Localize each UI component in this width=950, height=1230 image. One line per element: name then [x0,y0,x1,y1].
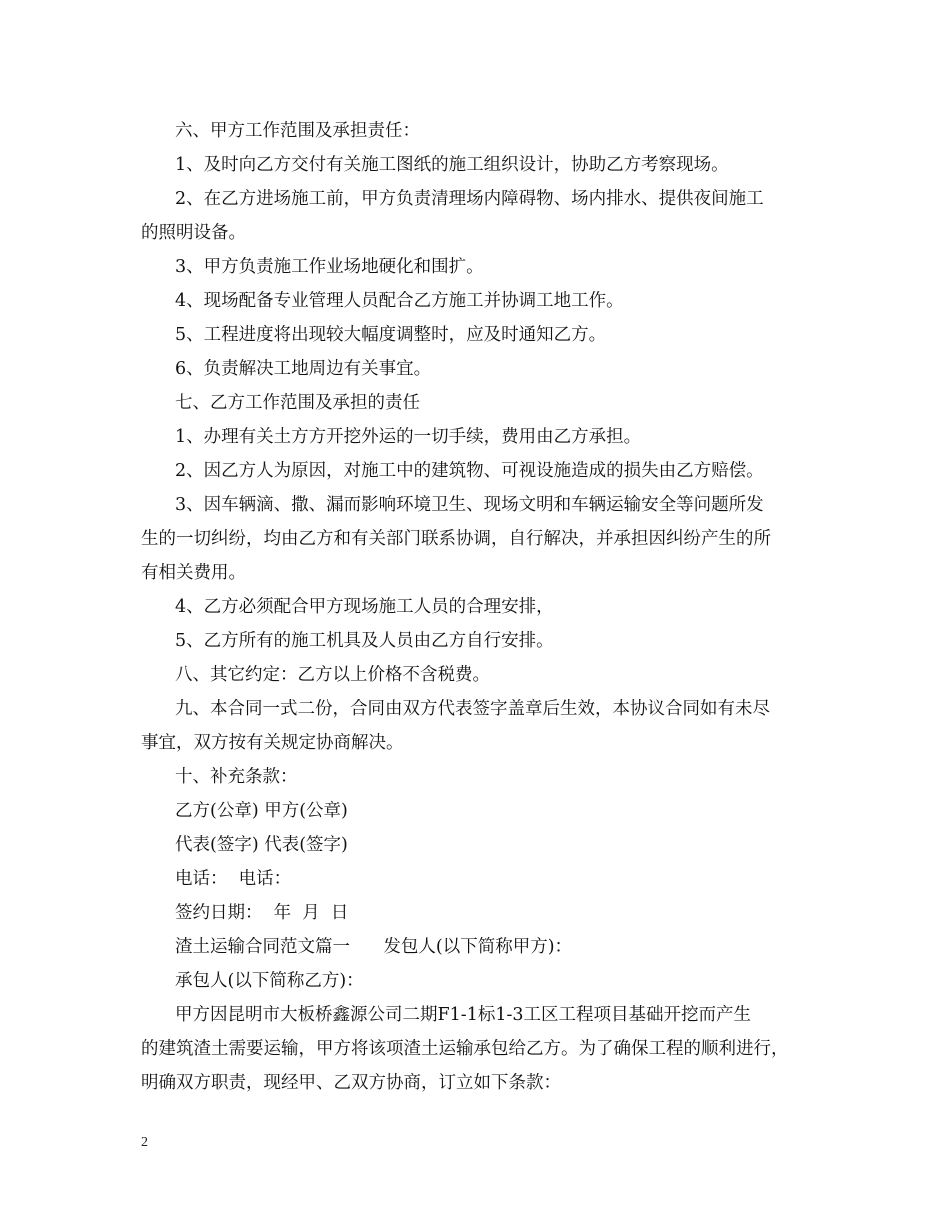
contract-title-line: 渣土运输合同范文篇一 发包人(以下简称甲方)： [175,937,573,957]
paragraph-line: 4、乙方必须配合甲方现场施工人员的合理安排， [175,597,554,617]
paragraph-line: 6、负责解决工地周边有关事宜。 [175,359,432,379]
section-6-heading: 六、甲方工作范围及承担责任： [175,121,420,141]
paragraph-line: 2、在乙方进场施工前，甲方负责清理场内障碍物、场内排水、提供夜间施工 [175,189,764,209]
contractor-line: 承包人(以下简称乙方)： [175,971,364,991]
paragraph-line: 的建筑渣土需要运输，甲方将该项渣土运输承包给乙方。为了确保工程的顺利进行， [141,1039,789,1059]
phone-line: 电话： 电话： [175,869,292,889]
paragraph-line: 1、办理有关土方方开挖外运的一切手续，费用由乙方承担。 [175,427,642,447]
section-9-heading: 九、本合同一式二份，合同由双方代表签字盖章后生效，本协议合同如有未尽 [175,699,770,719]
paragraph-line: 5、乙方所有的施工机具及人员由乙方自行安排。 [175,631,554,651]
paragraph-line: 生的一切纠纷，均由乙方和有关部门联系协调，自行解决，并承担因纠纷产生的所 [141,529,771,549]
paragraph-line: 明确双方职责，现经甲、乙双方协商，订立如下条款： [141,1073,561,1093]
paragraph-line: 事宜，双方按有关规定协商解决。 [141,733,404,753]
paragraph-line: 1、及时向乙方交付有关施工图纸的施工组织设计，协助乙方考察现场。 [175,155,729,175]
section-8-heading: 八、其它约定：乙方以上价格不含税费。 [175,665,490,685]
signing-date-line: 签约日期： 年 月 日 [175,903,349,923]
signature-line: 代表(签字) 代表(签字) [175,835,348,855]
section-10-heading: 十、补充条款： [175,767,298,787]
paragraph-line: 3、因车辆滴、撒、漏而影响环境卫生、现场文明和车辆运输安全等问题所发 [175,495,764,515]
paragraph-line: 有相关费用。 [141,563,246,583]
seal-line: 乙方(公章) 甲方(公章) [175,801,348,821]
section-7-heading: 七、乙方工作范围及承担的责任 [175,393,420,413]
paragraph-line: 5、工程进度将出现较大幅度调整时，应及时通知乙方。 [175,325,607,345]
paragraph-line: 甲方因昆明市大板桥鑫源公司二期F1-1标1-3工区工程项目基础开挖而产生 [175,1005,752,1025]
paragraph-line: 的照明设备。 [141,223,246,243]
paragraph-line: 3、甲方负责施工作业场地硬化和围扩。 [175,257,484,277]
paragraph-line: 4、现场配备专业管理人员配合乙方施工并协调工地工作。 [175,291,624,311]
paragraph-line: 2、因乙方人为原因，对施工中的建筑物、可视设施造成的损失由乙方赔偿。 [175,461,764,481]
page-number: 2 [141,1135,148,1150]
